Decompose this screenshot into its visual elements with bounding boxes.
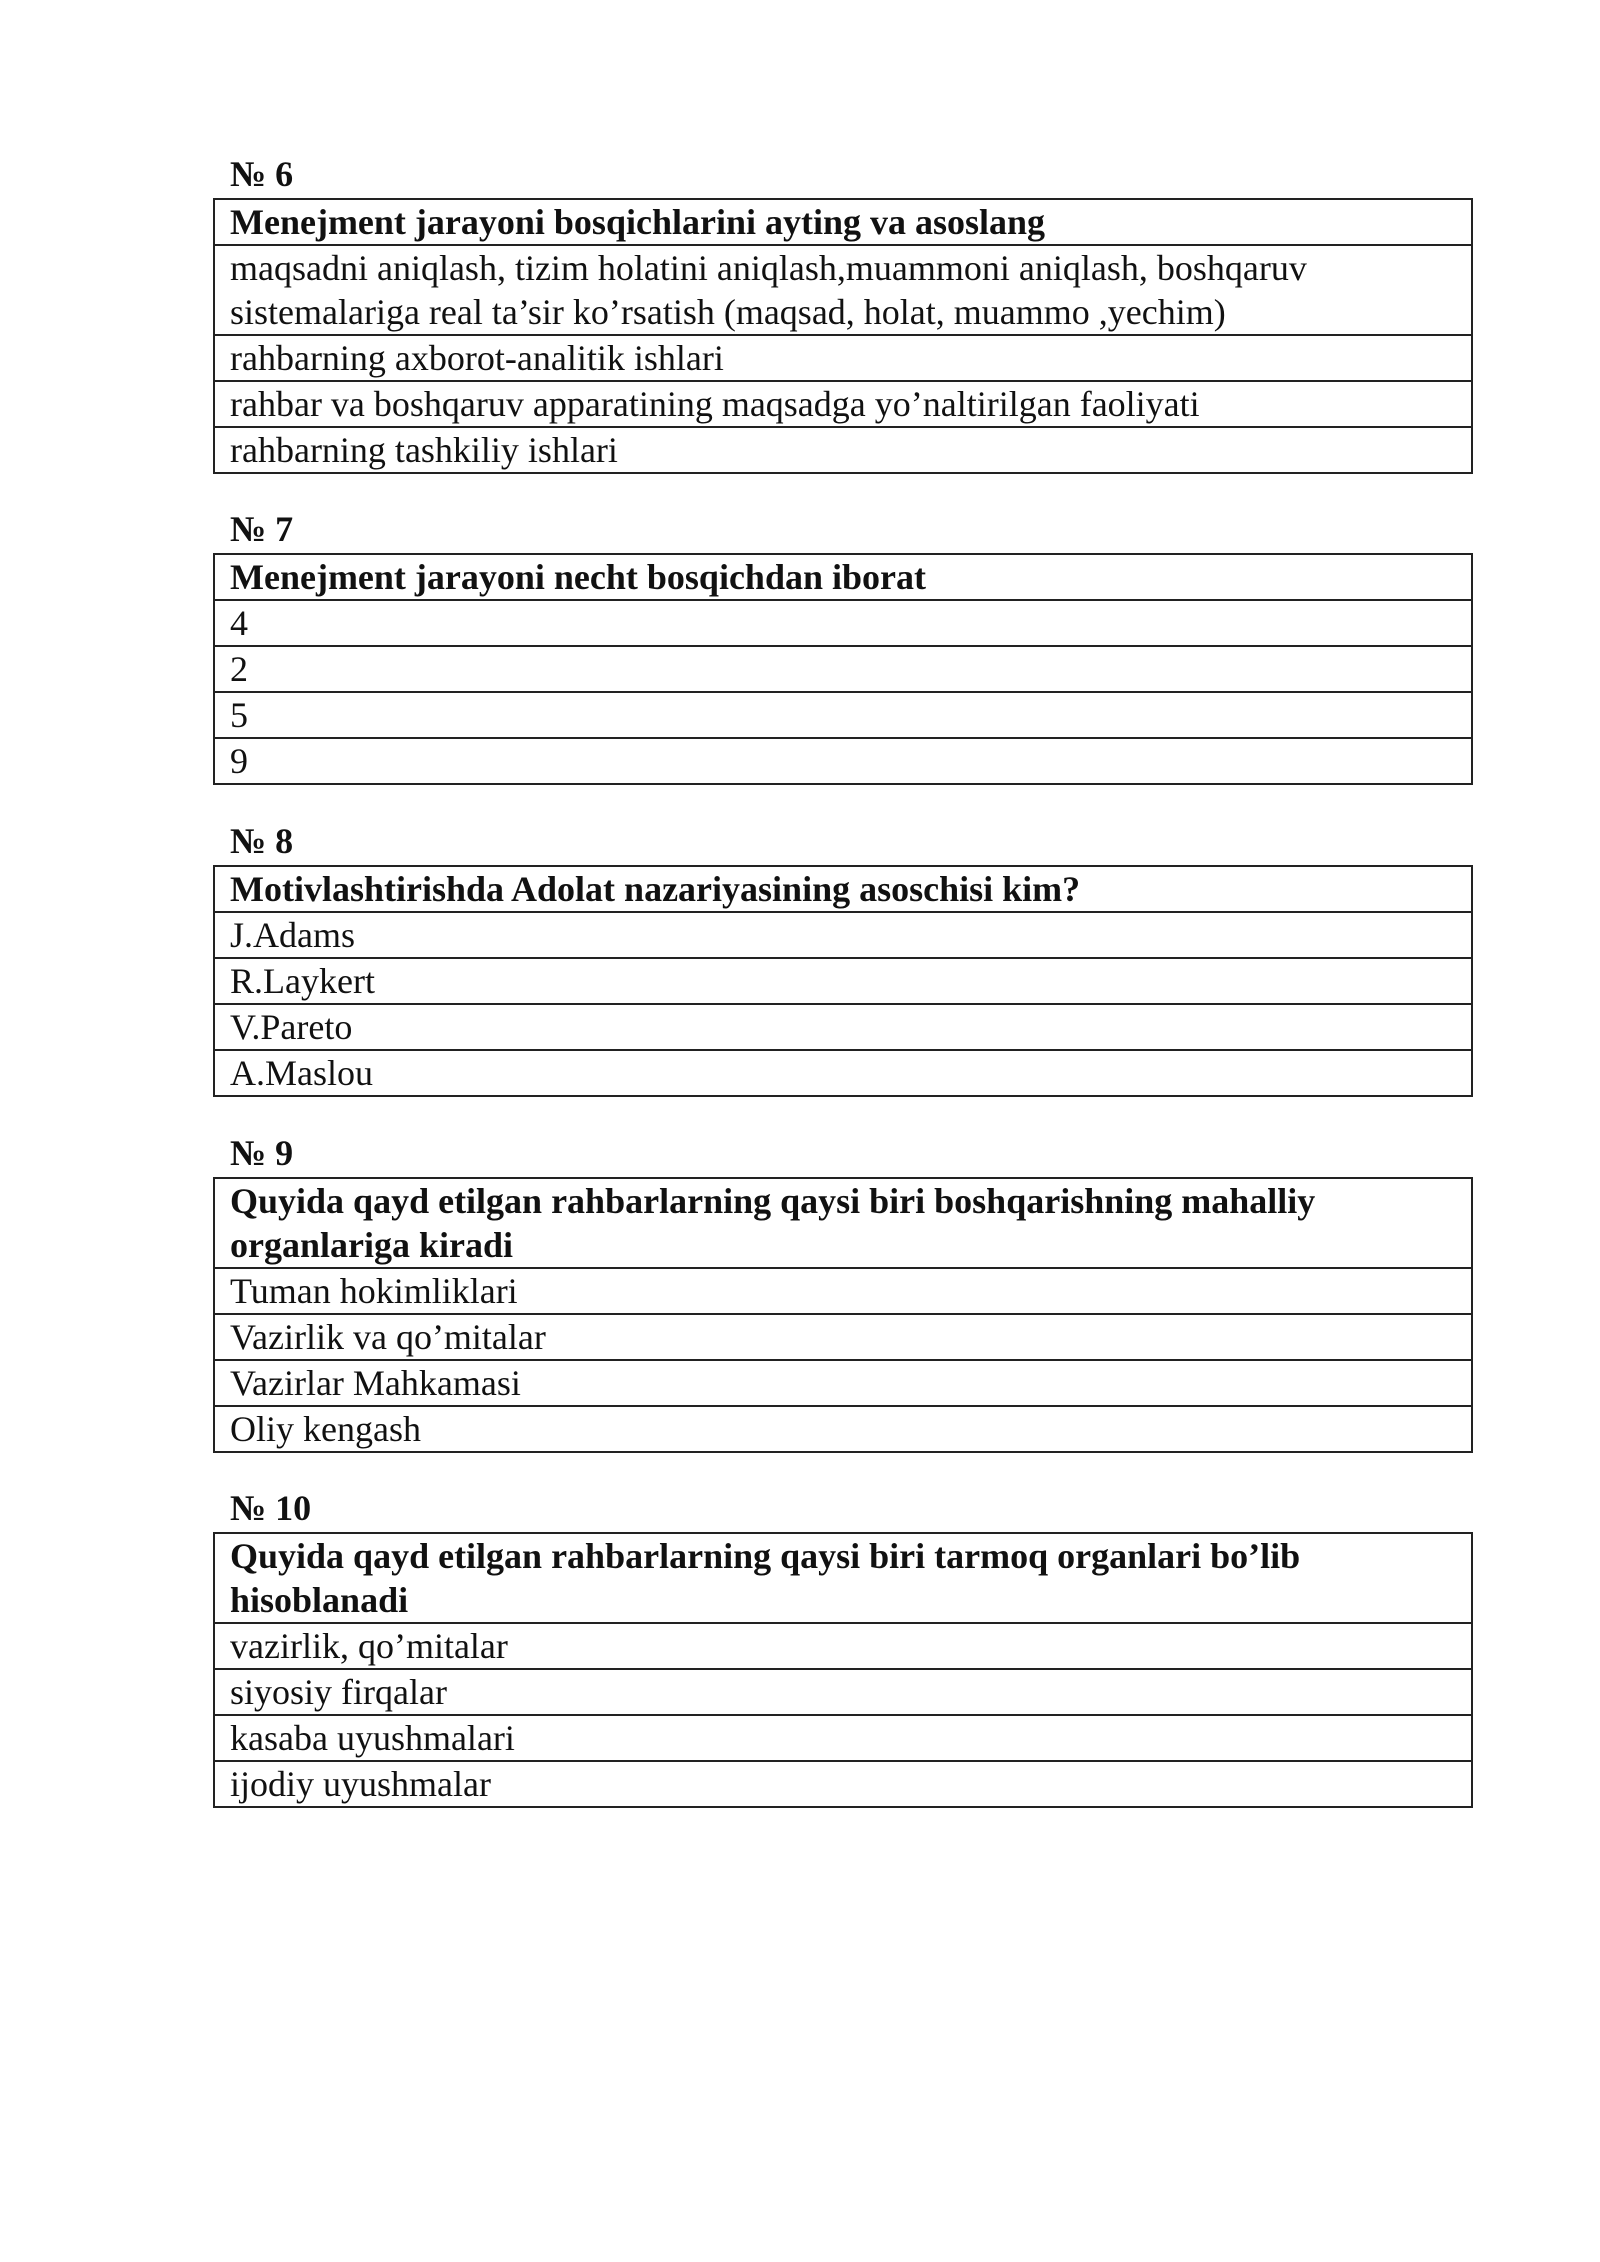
answer-option: Oliy kengash — [215, 1407, 1471, 1453]
answer-option: maqsadni aniqlash, tizim holatini aniqlash,muammoni aniqlash, boshqaruv sistemalariga real ta’sir ko’rsatish (maqsad, holat, muammo ,yechim) — [215, 246, 1471, 336]
answer-option: Vazirlar Mahkamasi — [215, 1361, 1471, 1407]
answer-option: kasaba uyushmalari — [215, 1716, 1471, 1762]
question-number: № 6 — [230, 154, 294, 194]
question-text: Menejment jarayoni bosqichlarini ayting va asoslang — [215, 200, 1471, 246]
question-block-8 — [213, 821, 1473, 1097]
answer-option: Tuman hokimliklari — [215, 1269, 1471, 1315]
question-table — [213, 1177, 1473, 1453]
question-table — [213, 1532, 1473, 1808]
question-text: Quyida qayd etilgan rahbarlarning qaysi biri boshqarishning mahalliy organlariga kiradi — [215, 1179, 1471, 1269]
answer-option: rahbarning tashkiliy ishlari — [215, 428, 1471, 474]
answer-option: 5 — [215, 693, 1471, 739]
answer-option: 4 — [215, 601, 1471, 647]
answer-option: ijodiy uyushmalar — [215, 1762, 1471, 1808]
question-text: Quyida qayd etilgan rahbarlarning qaysi biri tarmoq organlari bo’lib hisoblanadi — [215, 1534, 1471, 1624]
answer-option: A.Maslou — [215, 1051, 1471, 1097]
question-block-7 — [213, 509, 1473, 785]
question-number: № 9 — [230, 1133, 294, 1173]
answer-option: rahbar va boshqaruv apparatining maqsadga yo’naltirilgan faoliyati — [215, 382, 1471, 428]
answer-option: siyosiy firqalar — [215, 1670, 1471, 1716]
question-number: № 8 — [230, 821, 294, 861]
question-number: № 10 — [230, 1488, 312, 1528]
question-block-6 — [213, 154, 1473, 474]
question-table — [213, 553, 1473, 785]
question-table — [213, 865, 1473, 1097]
question-text: Motivlashtirishda Adolat nazariyasining asoschisi kim? — [215, 867, 1471, 913]
answer-option: V.Pareto — [215, 1005, 1471, 1051]
answer-option: rahbarning axborot-analitik ishlari — [215, 336, 1471, 382]
question-block-10 — [213, 1488, 1473, 1808]
question-number: № 7 — [230, 509, 294, 549]
question-text: Menejment jarayoni necht bosqichdan iborat — [215, 555, 1471, 601]
answer-option: 9 — [215, 739, 1471, 785]
answer-option: 2 — [215, 647, 1471, 693]
answer-option: R.Laykert — [215, 959, 1471, 1005]
question-table — [213, 198, 1473, 474]
answer-option: vazirlik, qo’mitalar — [215, 1624, 1471, 1670]
question-block-9 — [213, 1133, 1473, 1453]
answer-option: J.Adams — [215, 913, 1471, 959]
answer-option: Vazirlik va qo’mitalar — [215, 1315, 1471, 1361]
